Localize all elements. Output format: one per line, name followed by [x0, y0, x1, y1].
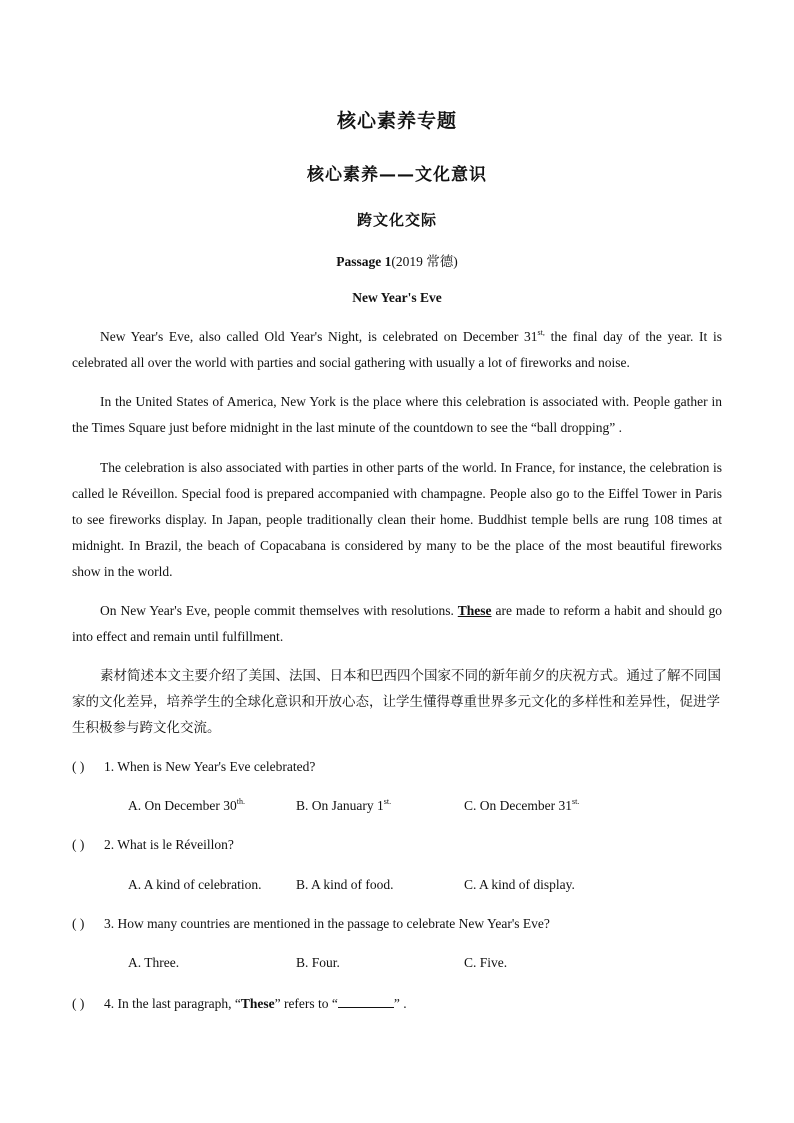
option-a[interactable]: A. A kind of celebration. — [128, 877, 262, 892]
option-text: A. On December 30 — [128, 798, 237, 813]
option-text: C. On December 31 — [464, 798, 572, 813]
passage-number: Passage 1 — [336, 254, 392, 269]
paragraph-1-sup: st, — [537, 328, 545, 337]
answer-blank-1[interactable]: ( ) — [72, 759, 85, 774]
option-a[interactable]: A. Three. — [128, 955, 180, 970]
question-4-text-a: 4. In the last paragraph, “ — [104, 996, 241, 1011]
story-title: New Year's Eve — [352, 290, 442, 305]
answer-blank-4[interactable]: ( ) — [72, 996, 85, 1011]
question-4-text-c: ” . — [393, 996, 407, 1011]
passage-label — [0, 250, 794, 270]
page-title: 核心素养专题 — [336, 110, 457, 132]
fill-in-blank[interactable] — [338, 995, 394, 1008]
passage-source: (2019 常德) — [391, 254, 458, 269]
option-b[interactable] — [296, 798, 391, 814]
question-1-text: 1. When is New Year's Eve celebrated? — [104, 759, 316, 774]
option-text: B. On January 1 — [296, 798, 384, 813]
underlined-these: These — [457, 603, 492, 618]
paragraph-1-text-b: the final day of the year. It is celebrated all over the world with parties and social gathering with usually a lot of fireworks and noise. — [72, 329, 722, 370]
answer-blank-3[interactable]: ( ) — [72, 916, 85, 931]
question-1 — [72, 759, 315, 775]
option-c[interactable]: C. Five. — [464, 955, 508, 970]
option-b[interactable]: B. Four. — [296, 955, 340, 970]
question-2-text: 2. What is le Réveillon? — [104, 837, 234, 852]
option-sup: st. — [383, 797, 392, 806]
chinese-summary: 素材简述本文主要介绍了美国、法国、日本和巴西四个国家不同的新年前夕的庆祝方式。通过了解不同国家的文化差异，培养学生的全球化意识和开放心态，让学生懂得尊重世界多元文化的多样性和差异性，促进学生积极参与跨文化交流。 — [72, 668, 721, 736]
paragraph-2: In the United States of America, New York is the place where this celebration is associated with. People gather in the Times Square just before midnight in the last minute of the countdown to see the “ball dropping” . — [72, 394, 722, 435]
paragraph-1-text-a: New Year's Eve, also called Old Year's Night, is celebrated on December 31 — [100, 329, 538, 344]
answer-blank-2[interactable]: ( ) — [72, 837, 85, 852]
question-2 — [72, 837, 234, 853]
question-3-text: 3. How many countries are mentioned in the passage to celebrate New Year's Eve? — [104, 916, 550, 931]
question-3 — [72, 916, 550, 932]
question-4-text-b: ” refers to “ — [274, 996, 338, 1011]
paragraph-1 — [72, 324, 722, 376]
option-b[interactable]: B. A kind of food. — [296, 877, 394, 892]
topic-heading: 跨文化交际 — [356, 211, 437, 229]
question-4-these: These — [240, 996, 275, 1011]
paragraph-4-text-b: are made to reform a habit and should go into effect and remain until fulfillment. — [72, 603, 722, 644]
option-c[interactable] — [464, 798, 579, 814]
option-sup: st. — [571, 797, 580, 806]
option-c[interactable]: C. A kind of display. — [464, 877, 575, 892]
paragraph-4 — [72, 598, 722, 650]
paragraph-3: The celebration is also associated with parties in other parts of the world. In France, for instance, the celebration is called le Réveillon. Special food is prepared accompanied with champagne. People also go to the Eiffel Tower in Paris to see fireworks display. In Japan, people traditionally clean their home. Buddhist temple bells are rung 108 times at midnight. In Brazil, the beach of Copacabana is considered by many to be the place of the most beautiful fireworks show in the world. — [72, 460, 722, 579]
option-a[interactable] — [128, 798, 245, 814]
question-4 — [72, 995, 407, 1012]
page-subtitle: 核心素养——文化意识 — [307, 165, 487, 185]
option-sup: th. — [236, 797, 245, 806]
paragraph-4-text-a: On New Year's Eve, people commit themselves with resolutions. — [100, 603, 458, 618]
